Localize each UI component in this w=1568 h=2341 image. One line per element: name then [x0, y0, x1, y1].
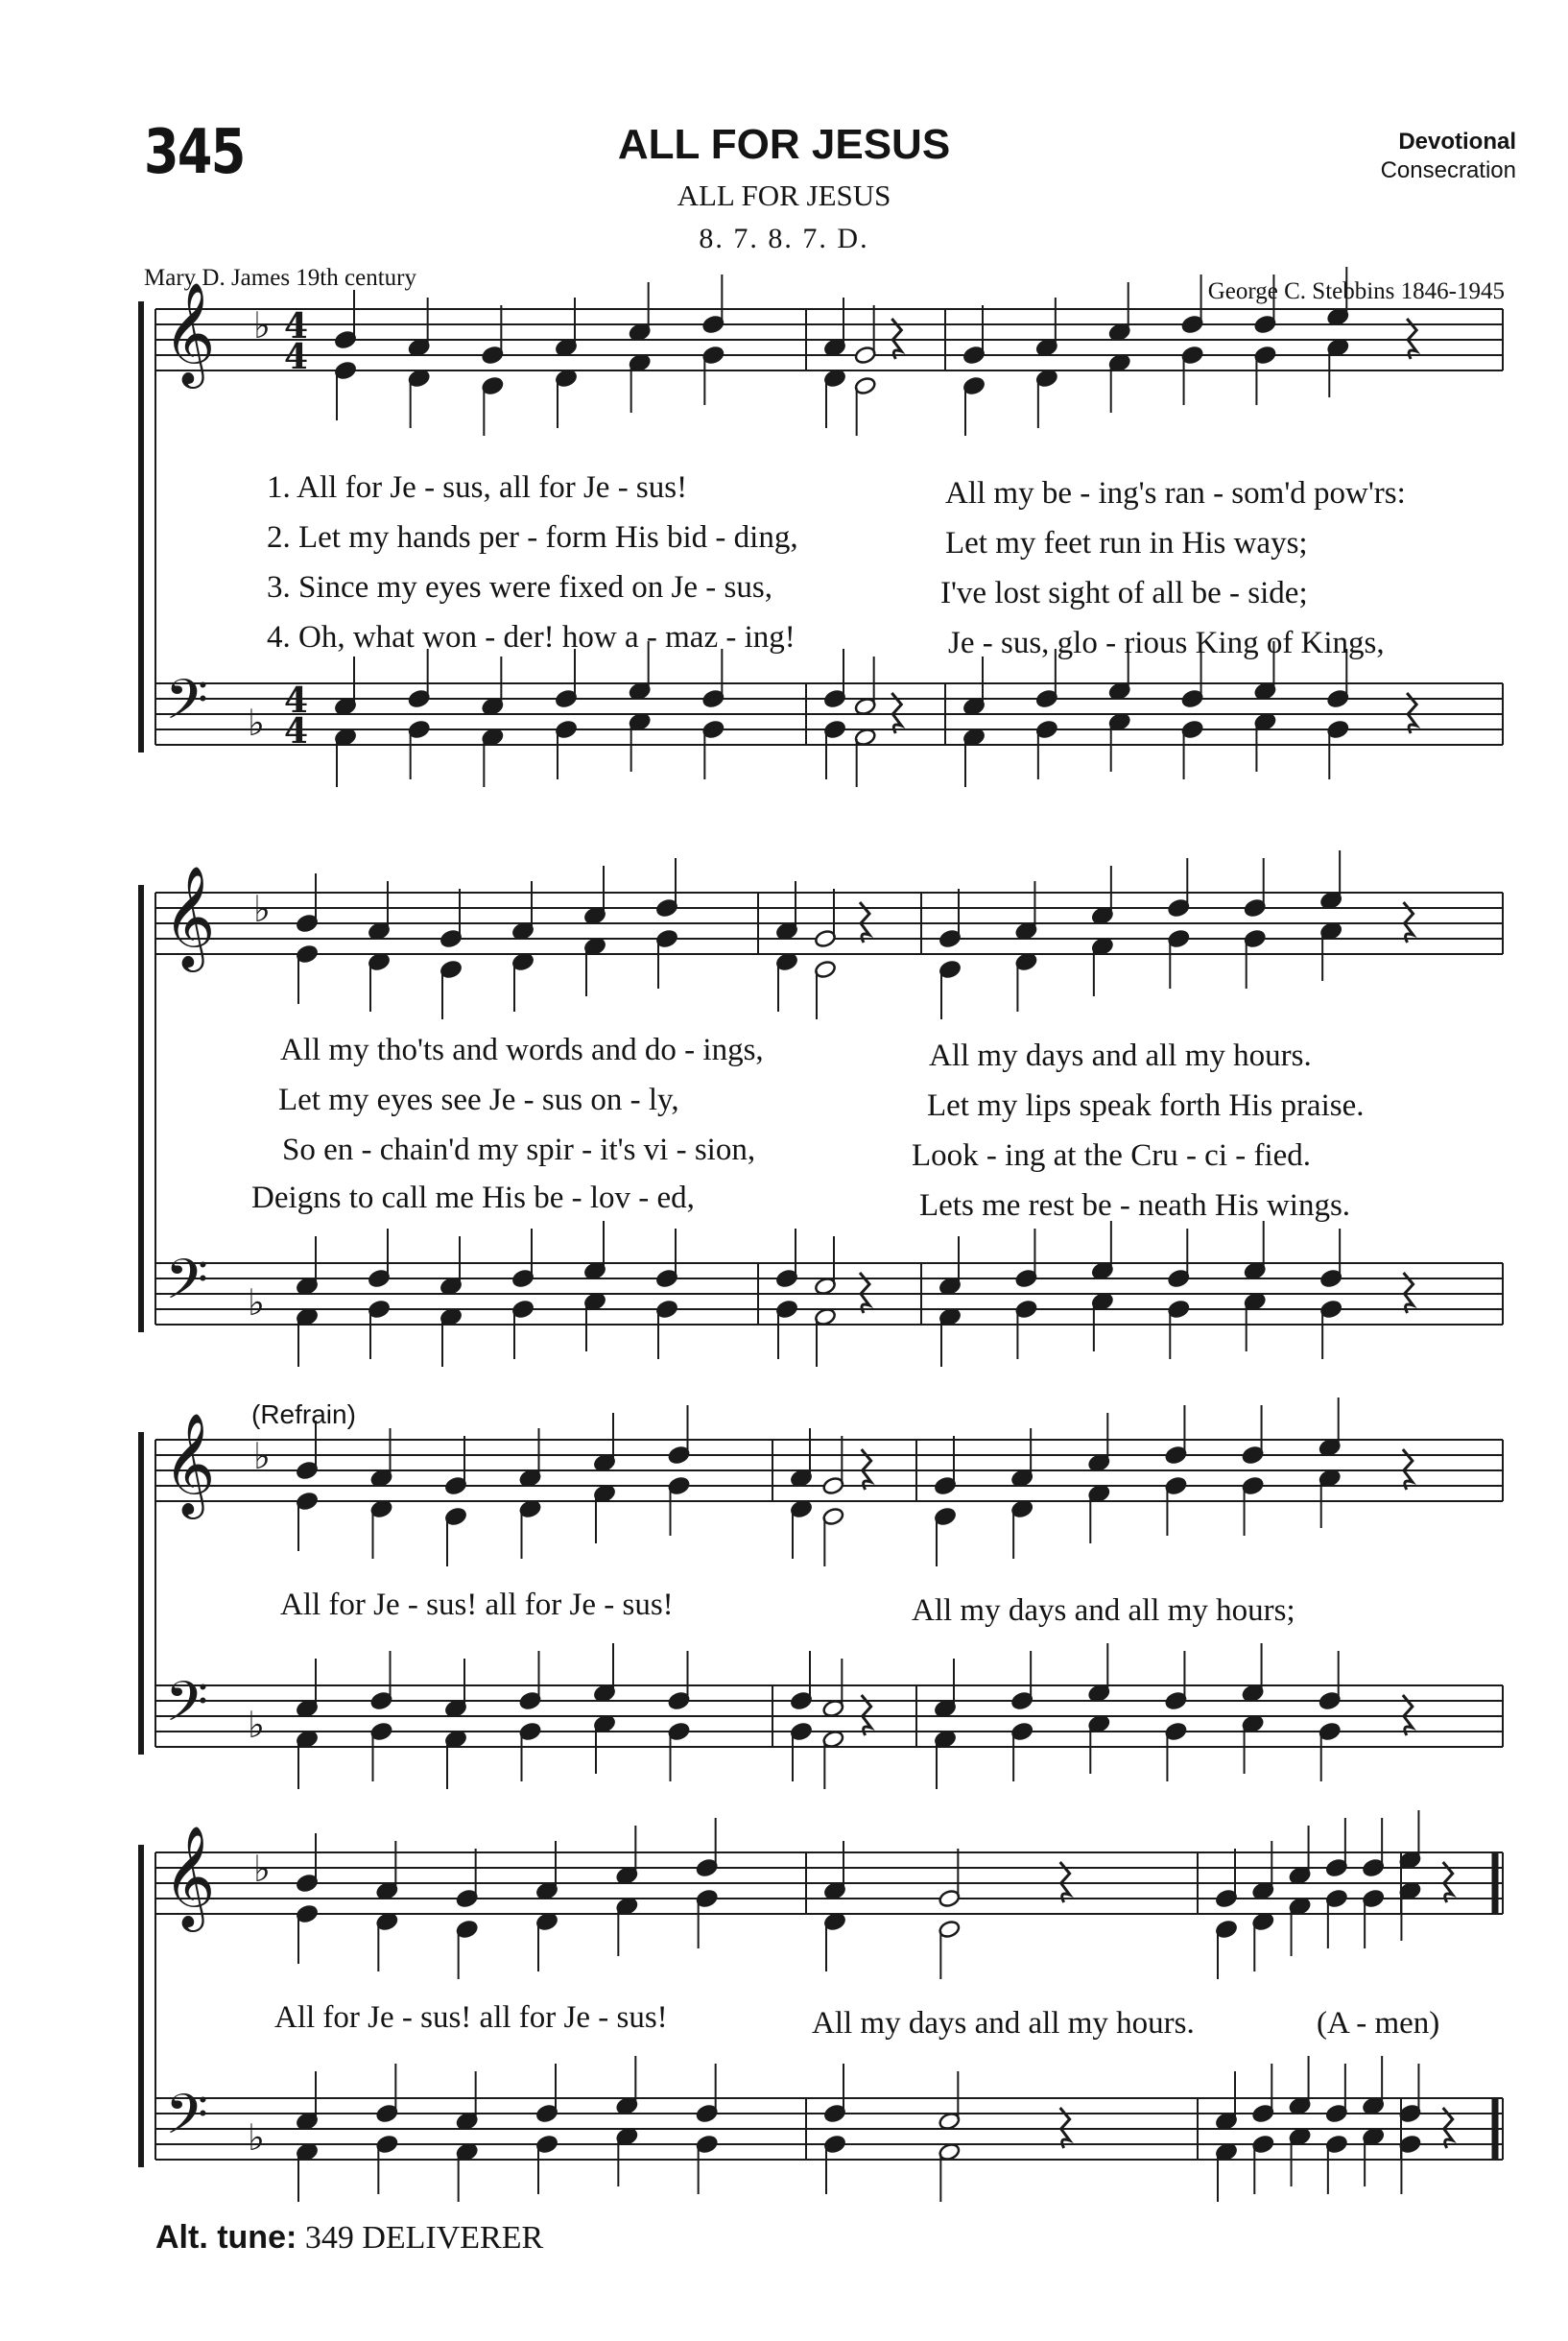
flat-icon: ♭ [248, 702, 265, 744]
verse-4-line-a: 4. Oh, what won - der! how a - maz - ing! [267, 620, 796, 655]
system-bracket [138, 301, 144, 752]
flat-icon: ♭ [253, 888, 271, 930]
bass-clef-icon: 𝄢 [165, 1247, 209, 1326]
alt-tune-label: Alt. tune: [155, 2219, 297, 2256]
amen-lyric: (A - men) [1317, 2006, 1440, 2041]
flat-icon: ♭ [253, 1848, 271, 1890]
refrain-line-c: All for Je - sus! all for Je - sus! [274, 2000, 668, 2035]
bass-clef-icon: 𝄢 [165, 2082, 209, 2161]
verse-1-line-a: 1. All for Je - sus, all for Je - sus! [267, 470, 688, 505]
verse-3-line-d: Look - ing at the Cru - ci - fied. [912, 1138, 1312, 1173]
verse-4-line-d: Lets me rest be - neath His wings. [919, 1188, 1351, 1223]
verse-2-line-c: Let my eyes see Je - sus on - ly, [278, 1083, 679, 1117]
verse-2-line-d: Let my lips speak forth His praise. [927, 1088, 1365, 1123]
flat-icon: ♭ [248, 2116, 265, 2159]
refrain-line-a: All for Je - sus! all for Je - sus! [280, 1588, 674, 1622]
treble-clef-icon: 𝄞 [163, 281, 216, 384]
verse-4-line-c: Deigns to call me His be - lov - ed, [251, 1181, 695, 1215]
category-primary: Devotional [1398, 129, 1516, 155]
time-signature: 4 [284, 711, 309, 752]
bass-clef-icon: 𝄢 [165, 1669, 209, 1748]
treble-clef-icon: 𝄞 [163, 1412, 216, 1515]
alternate-tune [155, 2219, 543, 2257]
verse-2-line-a: 2. Let my hands per - form His bid - ding, [267, 520, 798, 555]
verse-3-line-a: 3. Since my eyes were fixed on Je - sus, [267, 570, 772, 605]
flat-icon: ♭ [248, 1704, 265, 1746]
time-signature: 4 [284, 306, 309, 346]
flat-icon: ♭ [248, 1281, 265, 1324]
bass-clef-icon: 𝄢 [165, 667, 209, 746]
hymn-number: 345 [144, 117, 245, 188]
meter: 8. 7. 8. 7. D. [699, 223, 869, 254]
verse-1-line-d: All my days and all my hours. [929, 1039, 1312, 1073]
flat-icon: ♭ [253, 1435, 271, 1477]
refrain-label: (Refrain) [251, 1399, 356, 1429]
verse-4-line-b: Je - sus, glo - rious King of Kings, [948, 626, 1385, 660]
system-bracket [138, 1432, 144, 1755]
verse-2-line-b: Let my feet run in His ways; [945, 526, 1308, 561]
hymn-title: ALL FOR JESUS [617, 121, 951, 168]
verse-3-line-b: I've lost sight of all be - side; [940, 576, 1308, 610]
verse-1-line-b: All my be - ing's ran - som'd pow'rs: [945, 476, 1406, 511]
tune-name: ALL FOR JESUS [677, 179, 891, 212]
treble-clef-icon: 𝄞 [163, 1825, 216, 1927]
author-credit: Mary D. James 19th century [144, 265, 416, 291]
system-bracket [138, 1845, 144, 2167]
treble-clef-icon: 𝄞 [163, 865, 216, 967]
time-signature: 4 [284, 681, 309, 721]
composer-credit: George C. Stebbins 1846-1945 [1207, 278, 1505, 304]
time-signature: 4 [284, 337, 309, 377]
flat-icon: ♭ [253, 304, 271, 346]
system-bracket [138, 885, 144, 1332]
verse-1-line-c: All my tho'ts and words and do - ings, [280, 1033, 764, 1067]
alt-tune-value: 349 DELIVERER [304, 2220, 544, 2256]
refrain-line-b: All my days and all my hours; [912, 1593, 1295, 1628]
category-secondary: Consecration [1380, 157, 1516, 183]
verse-3-line-c: So en - chain'd my spir - it's vi - sion, [282, 1133, 756, 1167]
refrain-line-d: All my days and all my hours. [812, 2006, 1195, 2041]
